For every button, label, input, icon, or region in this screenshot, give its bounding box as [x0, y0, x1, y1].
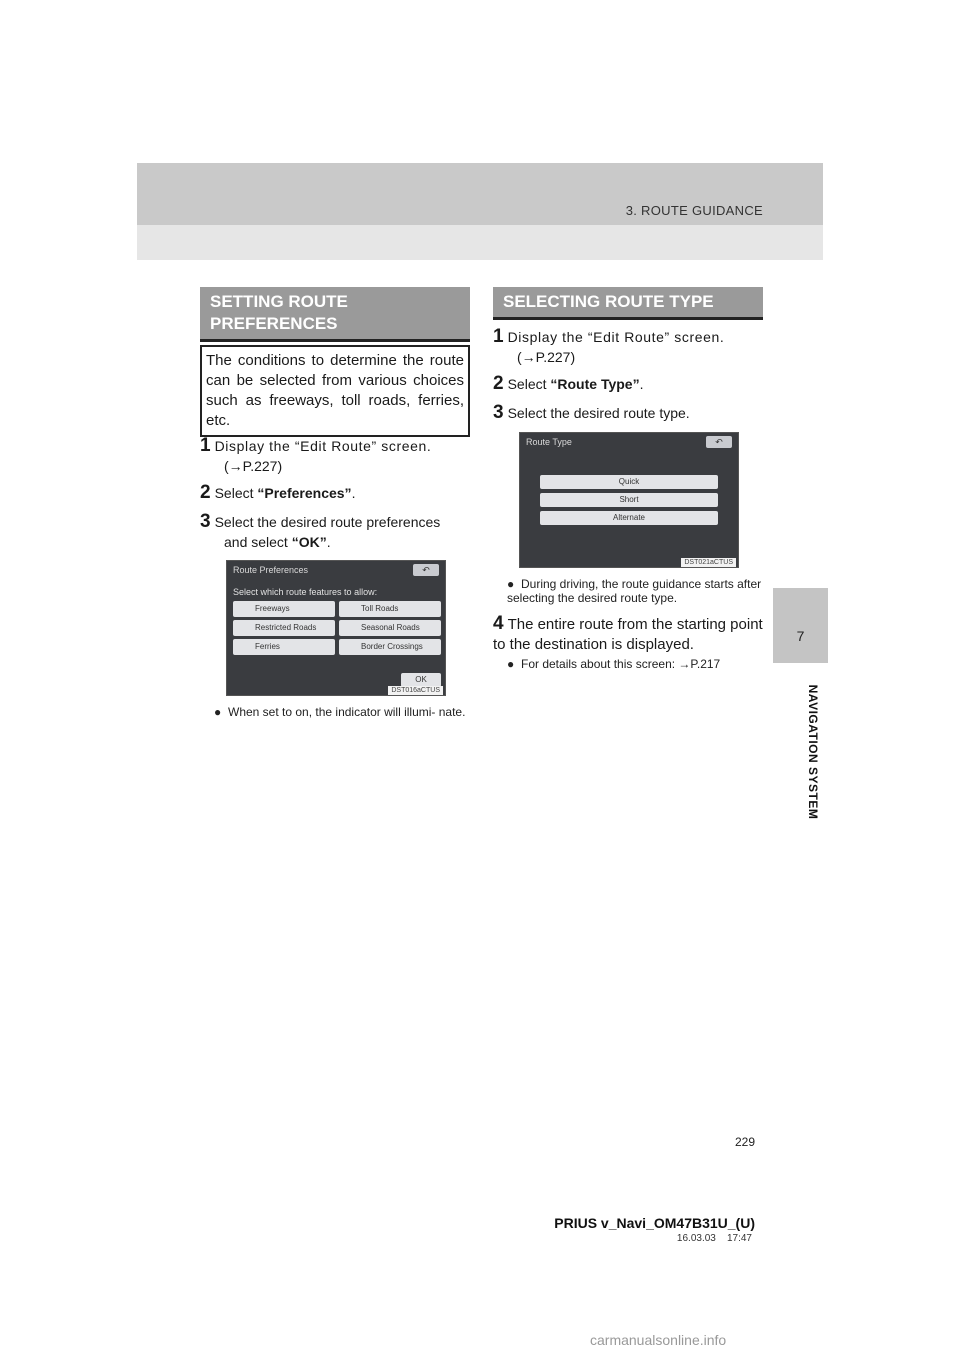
- note-details: [507, 657, 765, 671]
- seasonal-roads-button[interactable]: Seasonal Roads: [339, 620, 441, 636]
- note-indicator: [214, 705, 472, 719]
- note-text: For details about this screen: →P.217: [521, 657, 721, 671]
- step-number: 2: [493, 373, 504, 394]
- note-text: During driving, the route guidance starts after selecting the desired route type.: [507, 577, 762, 605]
- step-number: 1: [200, 435, 211, 456]
- heading-rule: [200, 339, 470, 342]
- menu-option-label: “Route Type”: [550, 376, 640, 392]
- image-code: DST016aCTUS: [388, 686, 443, 695]
- chapter-number: 7: [796, 628, 805, 644]
- heading-rule: [493, 317, 763, 320]
- route-type-screenshot: [519, 432, 739, 568]
- intro-box: The conditions to determine the route can be selected from various choices such as freeways, toll roads, ferries, etc.: [200, 345, 470, 437]
- screen-title: Route Preferences: [233, 565, 309, 575]
- chapter-heading: 3. ROUTE GUIDANCE: [625, 203, 763, 218]
- document-id: PRIUS v_Navi_OM47B31U_(U): [554, 1215, 755, 1231]
- screen-subtitle: Select which route features to allow:: [233, 587, 378, 597]
- back-arrow-icon[interactable]: ↶: [413, 564, 439, 576]
- step-text-end: .: [326, 534, 331, 550]
- freeways-button[interactable]: Freeways: [233, 601, 335, 617]
- toll-roads-button[interactable]: Toll Roads: [339, 601, 441, 617]
- restricted-roads-button[interactable]: Restricted Roads: [233, 620, 335, 636]
- step-3: [200, 512, 472, 552]
- header-subband: [137, 225, 823, 260]
- page-number: 229: [734, 1135, 755, 1149]
- note-route-start: [507, 577, 765, 605]
- section-heading-route-type: SELECTING ROUTE TYPE: [493, 287, 763, 317]
- chapter-label: NAVIGATION SYSTEM: [806, 684, 820, 820]
- step-text: Select the desired route preferences: [214, 514, 441, 530]
- step-text: Display the “Edit Route” screen.: [507, 329, 725, 345]
- step-3: [493, 403, 765, 423]
- menu-option-label: “Preferences”: [257, 485, 352, 501]
- step-text: Select: [507, 376, 551, 392]
- back-arrow-icon[interactable]: ↶: [706, 436, 732, 448]
- step-number: 2: [200, 482, 211, 503]
- image-code: DST021aCTUS: [681, 558, 736, 567]
- step-text: Select the desired route type.: [507, 405, 690, 421]
- step-2: [493, 374, 765, 394]
- bullet-icon: ●: [214, 705, 222, 719]
- screen-title: Route Type: [526, 437, 572, 447]
- step-text-end: .: [351, 485, 356, 501]
- ferries-button[interactable]: Ferries: [233, 639, 335, 655]
- ok-button[interactable]: OK: [401, 673, 441, 687]
- bullet-icon: ●: [507, 657, 515, 671]
- step-ref: (→P.227): [224, 458, 283, 474]
- step-1: [493, 327, 765, 367]
- note-text: When set to on, the indicator will illumi- nate.: [228, 705, 466, 719]
- print-timestamp: 16.03.03 17:47: [676, 1233, 752, 1244]
- bullet-icon: ●: [507, 577, 515, 591]
- chapter-tab: [773, 588, 828, 663]
- step-number: 1: [493, 326, 504, 347]
- route-preferences-screenshot: [226, 560, 446, 696]
- step-text: Display the “Edit Route” screen.: [214, 438, 432, 454]
- step-text-end: .: [639, 376, 644, 392]
- step-number: 4: [493, 613, 504, 634]
- menu-option-label: “OK”: [291, 534, 327, 550]
- section-heading-preferences: SETTING ROUTE PREFERENCES: [200, 287, 470, 339]
- step-text: The entire route from the starting point to the destination is displayed.: [493, 616, 763, 653]
- step-2: [200, 483, 472, 503]
- step-text: and select: [224, 534, 292, 550]
- step-1: [200, 436, 472, 476]
- alternate-button[interactable]: Alternate: [540, 511, 718, 525]
- step-4: [493, 614, 765, 655]
- quick-button[interactable]: Quick: [540, 475, 718, 489]
- border-crossings-button[interactable]: Border Crossings: [339, 639, 441, 655]
- step-ref: (→P.227): [517, 349, 576, 365]
- short-button[interactable]: Short: [540, 493, 718, 507]
- step-number: 3: [200, 511, 211, 532]
- step-text: Select: [214, 485, 258, 501]
- step-number: 3: [493, 402, 504, 423]
- watermark: carmanualsonline.info: [590, 1332, 727, 1348]
